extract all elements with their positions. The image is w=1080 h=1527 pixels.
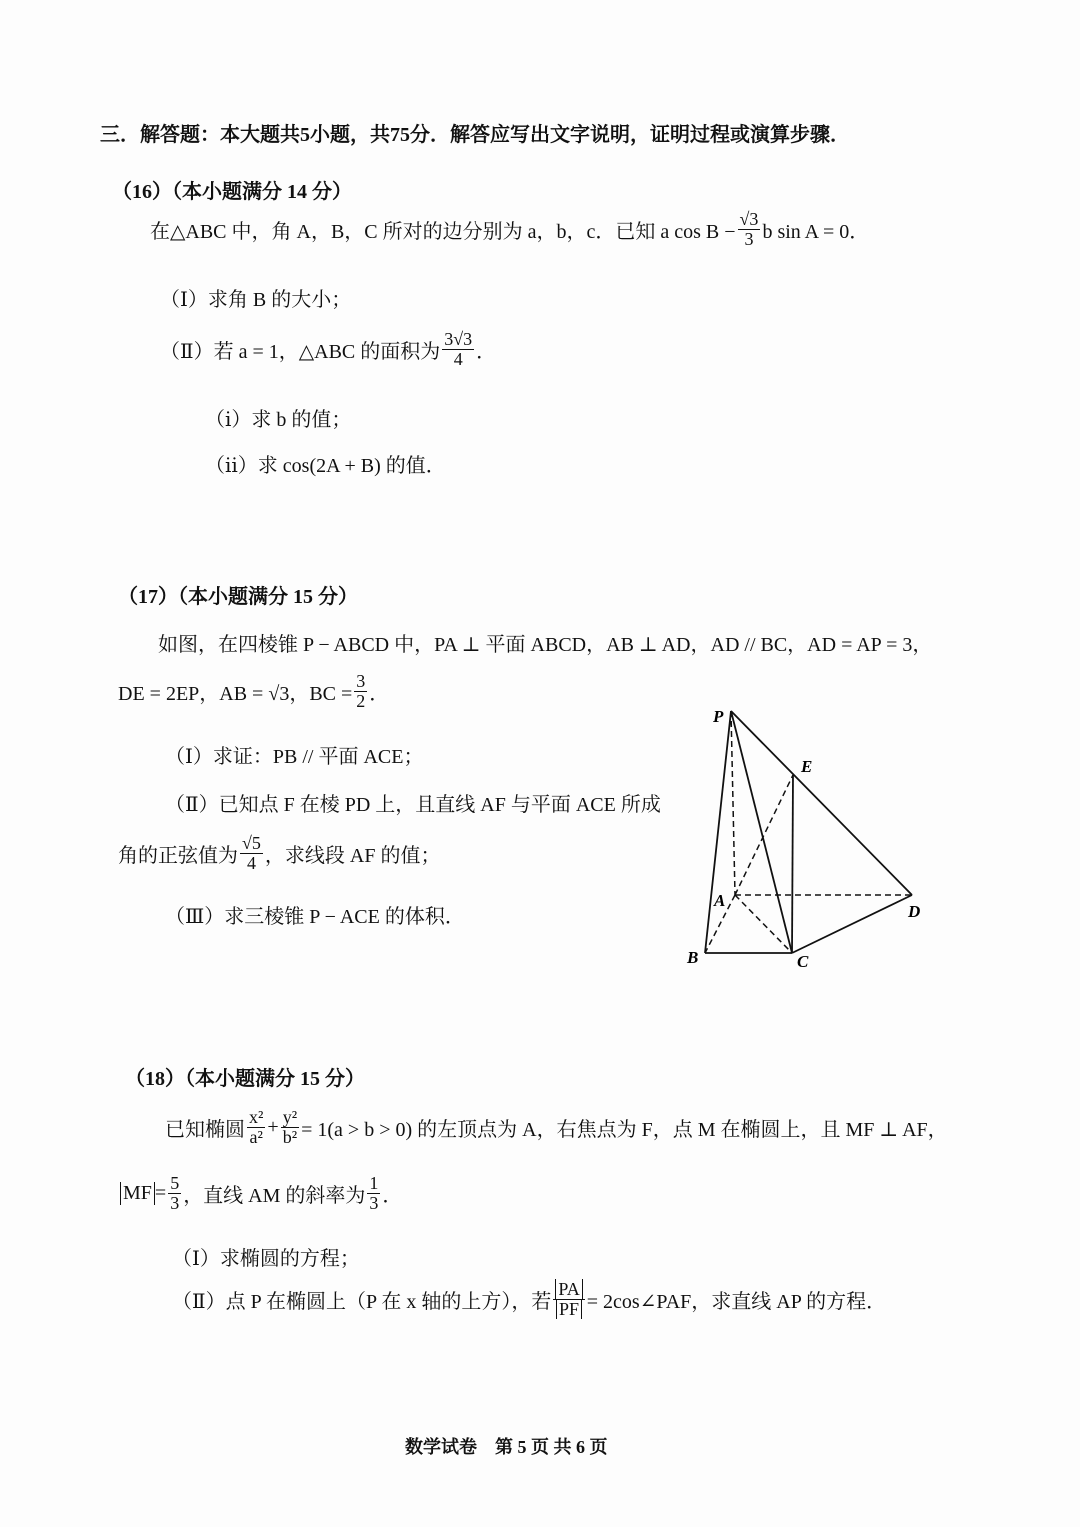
abs-PA: PA xyxy=(555,1279,582,1299)
denominator: 4 xyxy=(246,852,256,873)
fraction-y2-b2 xyxy=(281,1108,299,1147)
numerator: √5 xyxy=(242,833,261,853)
page-footer: 数学试卷 第 5 页 共 6 页 xyxy=(405,1437,608,1457)
edge-PC xyxy=(731,711,792,953)
numerator: y² xyxy=(282,1107,298,1127)
numerator: √3 xyxy=(739,209,759,229)
q16-stem-text: 在△ABC 中，角 A，B，C 所对的边分别为 a，b，c．已知 a cos B − xyxy=(150,220,736,243)
edge-CD xyxy=(792,895,912,953)
label-E: E xyxy=(801,757,813,776)
q18-stem1-text: 已知椭圆 xyxy=(165,1118,245,1141)
numerator: 3 xyxy=(356,671,366,691)
q16-stem-text2: b sin A = 0． xyxy=(762,220,870,243)
fraction-x2-a2 xyxy=(247,1108,265,1147)
q16-sub1: （ⅰ）求 b 的值； xyxy=(205,409,352,431)
period: ． xyxy=(476,340,497,363)
fraction xyxy=(168,1174,181,1213)
label-C: C xyxy=(797,952,809,971)
section-header: 三．解答题：本大题共5小题，共75分．解答应写出文字说明，证明过程或演算步骤． xyxy=(100,124,850,146)
q18-stem2-text: ，直线 AM 的斜率为 xyxy=(183,1184,366,1207)
q18-stem2 xyxy=(120,1174,402,1213)
fraction xyxy=(367,1174,380,1213)
edge-PD xyxy=(731,711,912,895)
q16-part2-text: （Ⅱ）若 a = 1，△ABC 的面积为 xyxy=(160,340,441,363)
label-P: P xyxy=(713,707,724,726)
denominator: 4 xyxy=(453,348,463,369)
q17-title: （17）（本小题满分 15 分） xyxy=(118,586,358,608)
period: ． xyxy=(382,1184,403,1207)
denominator: 3 xyxy=(170,1192,180,1213)
denominator: a² xyxy=(249,1126,263,1147)
q18-title: （18）（本小题满分 15 分） xyxy=(125,1068,365,1090)
q18-part2-text2: = 2cos∠PAF，求直线 AP 的方程． xyxy=(586,1290,887,1313)
abs-MF: MF xyxy=(120,1182,155,1205)
q17-part2: （Ⅱ）已知点 F 在棱 PD 上，且直线 AF 与平面 ACE 所成 xyxy=(165,794,661,816)
q17-part2b-text: 角的正弦值为 xyxy=(118,844,238,867)
numerator: 5 xyxy=(170,1173,180,1193)
q18-part2-text: （Ⅱ）点 P 在椭圆上（P 在 x 轴的上方），若 xyxy=(172,1290,552,1313)
q18-stem1: 已知椭圆 $\frac{\text{x²}}{\text{a²}}$ + $\frac{\text{y²}}{\text{b²}}$ = 1(a > b > 0) 的左顶点为 A，右焦点为 F，点 M 在椭圆上，且 MF ⊥ AF， xyxy=(165,1107,948,1147)
q17-stem1: 如图，在四棱锥 P − ABCD 中，PA ⊥ 平面 ABCD，AB ⊥ AD，AD // BC，AD = AP = 3， xyxy=(158,634,933,656)
abs-PF: PF xyxy=(556,1300,582,1319)
period: ． xyxy=(369,682,390,705)
q18-part1: （Ⅰ）求椭圆的方程； xyxy=(172,1248,360,1270)
q17-part2b-text2: ，求线段 AF 的值； xyxy=(264,844,441,867)
fraction-PA-PF xyxy=(553,1280,584,1319)
numerator: 1 xyxy=(369,1173,379,1193)
label-A: A xyxy=(714,891,726,910)
edge-EC xyxy=(792,775,793,953)
denominator: 2 xyxy=(356,690,366,711)
numerator: 3√3 xyxy=(444,329,473,349)
edge-PB xyxy=(705,711,731,953)
label-B: B xyxy=(687,948,699,967)
edge-PA xyxy=(731,711,735,895)
denominator: b² xyxy=(282,1126,298,1147)
q18-stem1-text2: = 1(a > b > 0) 的左顶点为 A，右焦点为 F，点 M 在椭圆上，且 MF ⊥ AF， xyxy=(301,1118,948,1141)
q16-title: （16）（本小题满分 14 分） xyxy=(112,181,352,203)
edge-AC xyxy=(735,895,792,953)
q17-part3: （Ⅲ）求三棱锥 P − ACE 的体积． xyxy=(165,906,465,928)
q17-part1: （Ⅰ）求证：PB // 平面 ACE； xyxy=(165,746,424,768)
edge-AE xyxy=(735,775,793,895)
equals: = xyxy=(154,1181,167,1204)
q16-sub2: （ⅱ）求 cos(2A + B) 的值． xyxy=(205,455,446,477)
denominator: 3 xyxy=(369,1192,379,1213)
denominator: 3 xyxy=(744,228,754,249)
label-D: D xyxy=(908,902,921,921)
q16-part1: （Ⅰ）求角 B 的大小； xyxy=(160,289,352,311)
q17-stem2-text: DE = 2EP，AB = √3，BC = xyxy=(118,682,353,705)
q18-part2 xyxy=(172,1280,886,1319)
numerator: x² xyxy=(249,1107,264,1127)
